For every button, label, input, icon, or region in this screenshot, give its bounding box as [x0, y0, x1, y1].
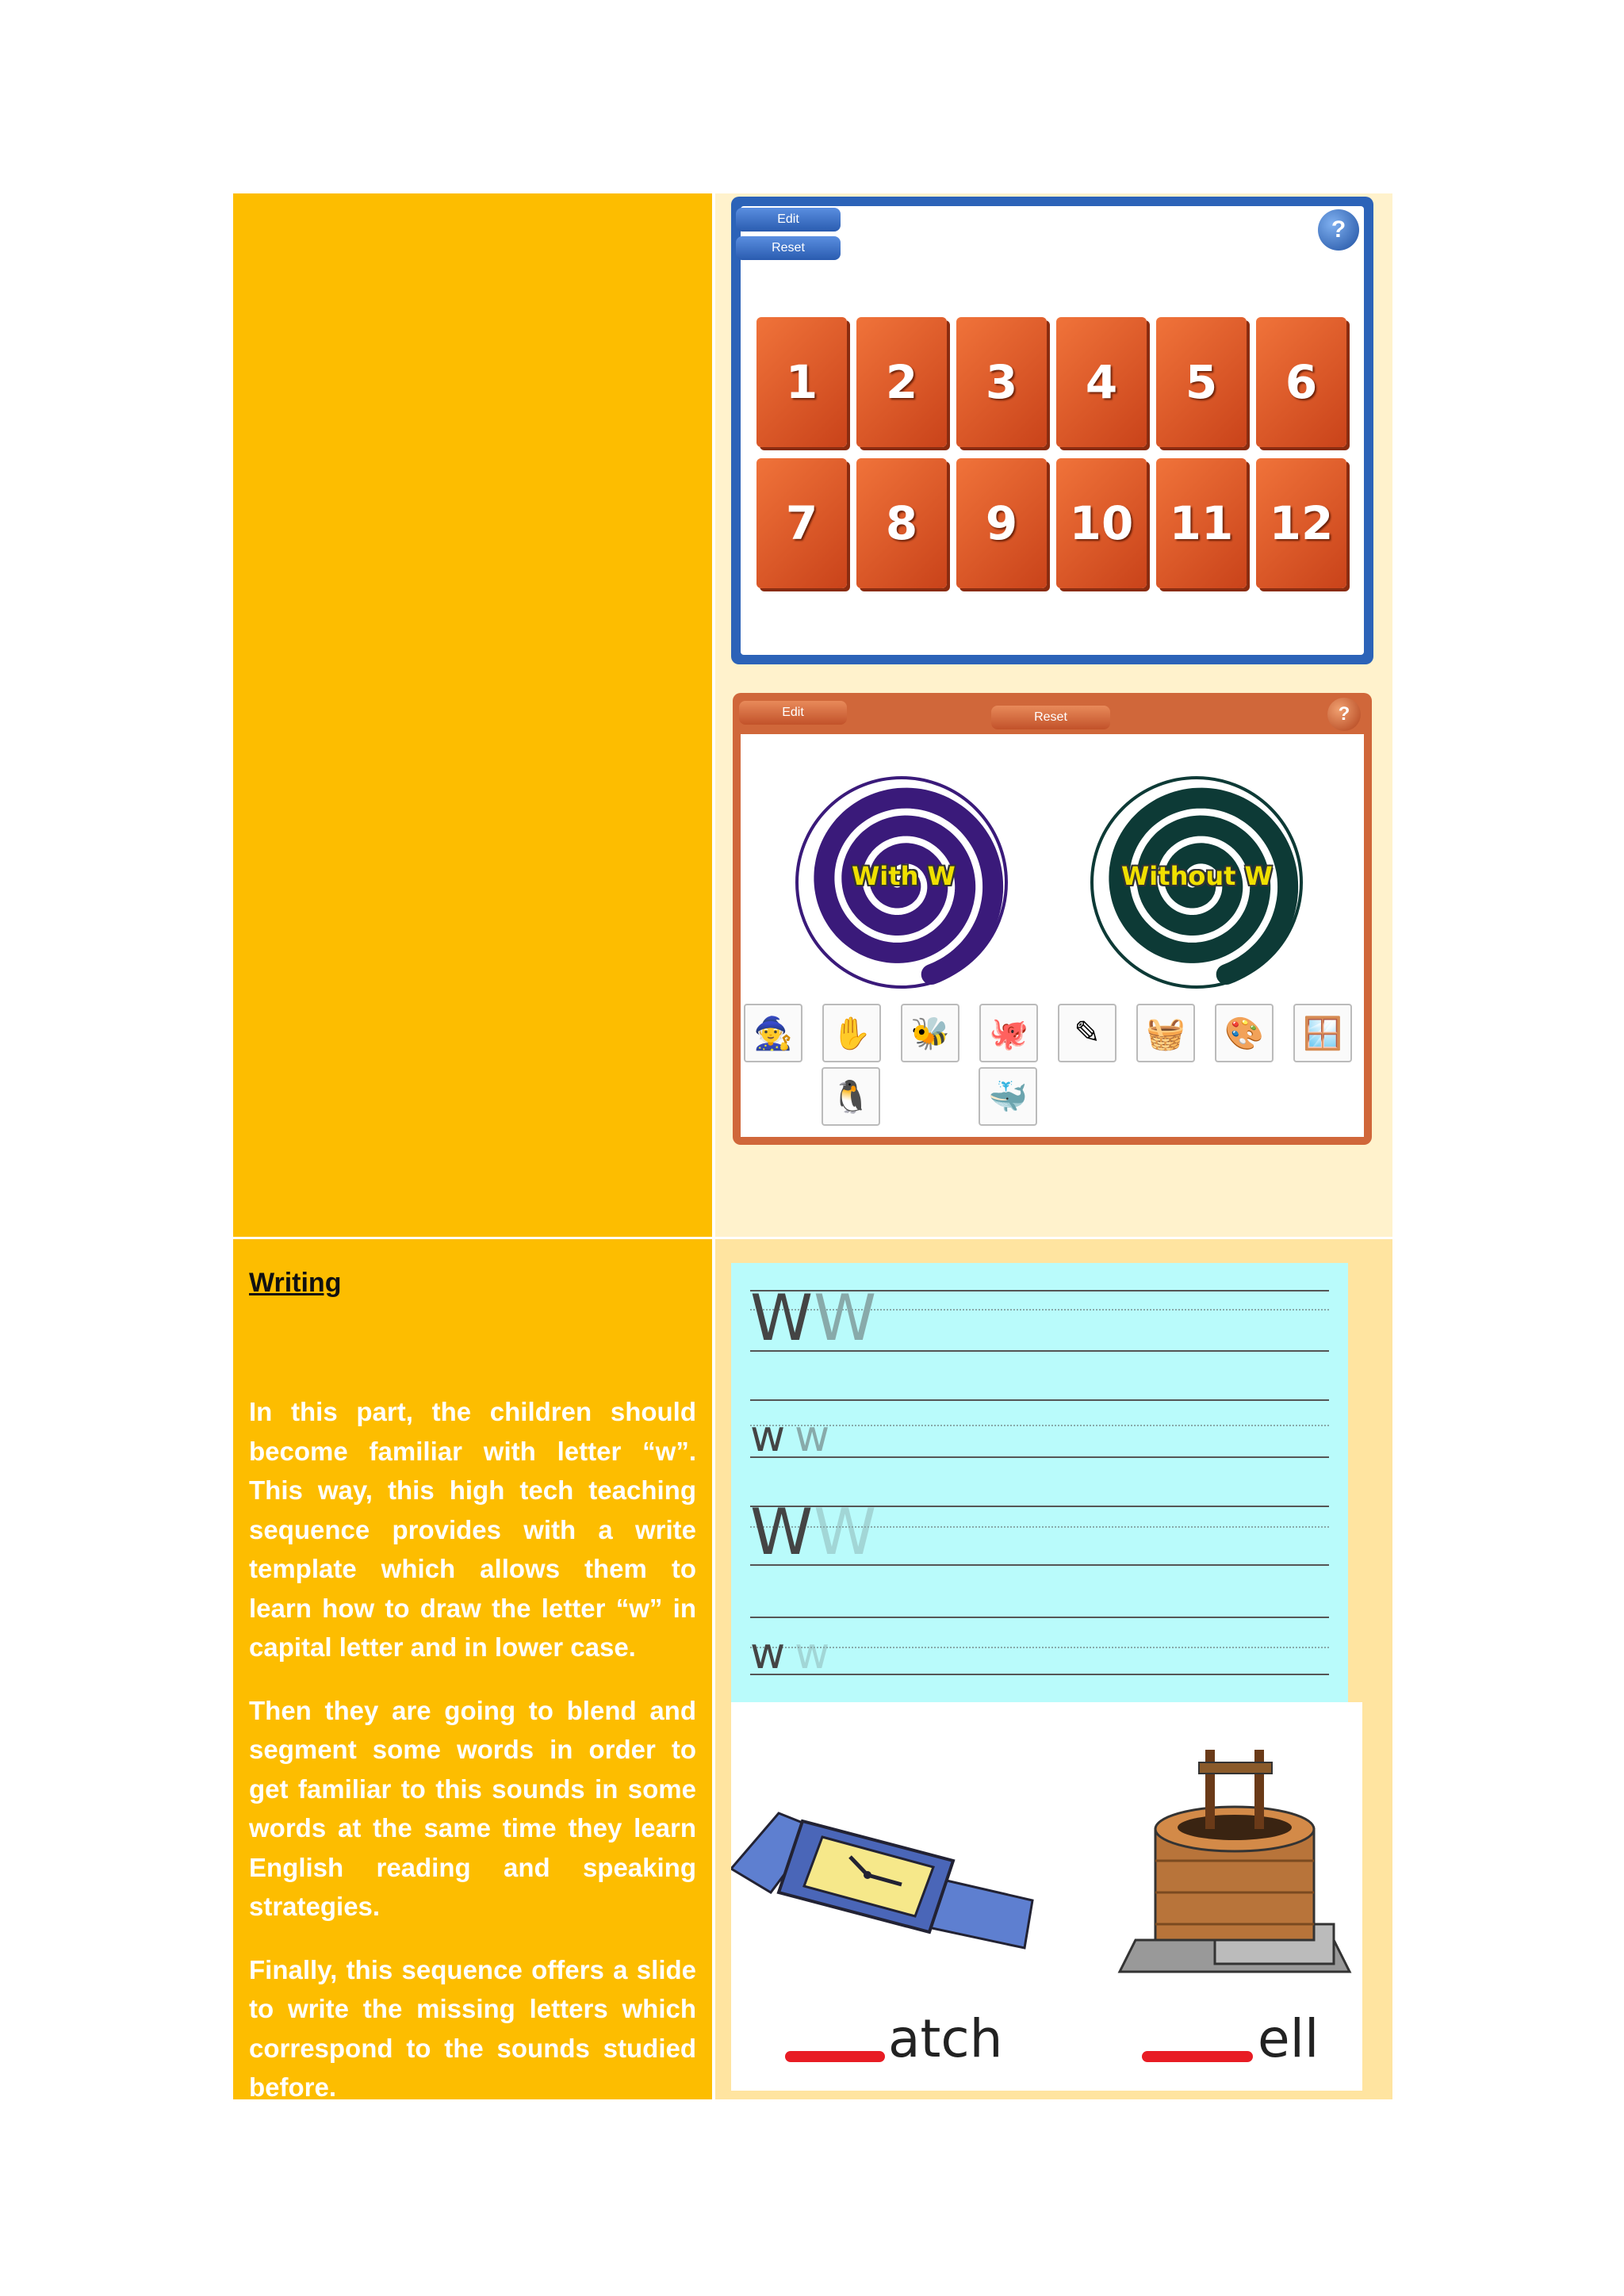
lower-w-trace[interactable]: w	[795, 1628, 830, 1678]
writing-text-cell	[233, 1237, 712, 2102]
window-icon[interactable]: 🪟	[1293, 1004, 1352, 1062]
number-tile-9[interactable]: 9	[956, 458, 1047, 588]
lower-w-letter: w	[750, 1411, 786, 1461]
number-tile-6[interactable]: 6	[1256, 317, 1346, 447]
capital-w-letter: W	[750, 1495, 814, 1569]
number-game-screenshot	[731, 197, 1373, 664]
bee-icon[interactable]: 🐝	[901, 1004, 959, 1062]
number-tile-1[interactable]: 1	[756, 317, 847, 447]
number-tile-12[interactable]: 12	[1256, 458, 1346, 588]
writing-heading: Writing	[249, 1268, 342, 1298]
lower-w-trace[interactable]: w	[795, 1411, 830, 1461]
with-w-label: With W	[852, 861, 956, 891]
sort-game-screenshot	[733, 693, 1372, 1145]
capital-w-trace[interactable]: W	[814, 1495, 877, 1569]
whale-icon[interactable]: 🐳	[979, 1067, 1037, 1126]
guide-line	[750, 1674, 1329, 1675]
palette-icon[interactable]: 🎨	[1215, 1004, 1274, 1062]
reset-button[interactable]: Reset	[736, 236, 841, 260]
edit-button[interactable]: Edit	[736, 208, 841, 232]
guide-line	[750, 1456, 1329, 1458]
penguin-icon[interactable]: 🐧	[822, 1067, 880, 1126]
guide-dotted-line	[750, 1647, 1329, 1648]
guide-line	[750, 1399, 1329, 1401]
lower-w-letter: w	[750, 1628, 786, 1678]
help-icon[interactable]: ?	[1318, 209, 1359, 251]
reset-button[interactable]: Reset	[991, 706, 1110, 729]
word-atch: atch	[888, 2008, 1003, 2069]
guide-line	[750, 1617, 1329, 1618]
watch-blank[interactable]	[785, 2051, 885, 2062]
sketch-icon[interactable]: ✎	[1058, 1004, 1116, 1062]
right-top-cell	[712, 193, 1392, 1237]
number-tile-2[interactable]: 2	[856, 317, 947, 447]
capital-w-letter: W	[750, 1281, 814, 1355]
washing-icon[interactable]: 🧺	[1136, 1004, 1195, 1062]
watch-illustration	[731, 1781, 1040, 1964]
content-table	[233, 193, 1392, 2102]
word-ell: ell	[1258, 2008, 1320, 2069]
witch-icon[interactable]: 🧙	[744, 1004, 802, 1062]
writing-images-cell	[712, 1237, 1392, 2099]
capital-w-trace[interactable]: W	[814, 1281, 877, 1355]
paragraph-2: Then they are going to blend and segment some words in order to get familiar to this sounds in some words at the same time they learn English reading and speaking strategies.	[249, 1695, 696, 1921]
number-tile-11[interactable]: 11	[1156, 458, 1247, 588]
hand-icon[interactable]: ✋	[822, 1004, 881, 1062]
number-tile-5[interactable]: 5	[1156, 317, 1247, 447]
number-tile-8[interactable]: 8	[856, 458, 947, 588]
well-illustration	[1112, 1734, 1358, 1988]
without-w-label: Without W	[1121, 861, 1273, 891]
paragraph-3: Finally, this sequence offers a slide to write the missing letters which correspond to the sounds studied before.	[249, 1954, 696, 2102]
number-tile-4[interactable]: 4	[1056, 317, 1147, 447]
paragraph-1: In this part, the children should become familiar with letter “w”. This way, this high tech teaching sequence provides with a write template which allows them to learn how to draw the letter “w” in capital letter and in lower case.	[249, 1397, 696, 1662]
number-tile-7[interactable]: 7	[756, 458, 847, 588]
octopus-icon[interactable]: 🐙	[979, 1004, 1038, 1062]
guide-dotted-line	[750, 1425, 1329, 1426]
letter-writing-template	[731, 1263, 1348, 1702]
left-top-cell	[233, 193, 712, 1237]
edit-button[interactable]: Edit	[739, 701, 847, 725]
missing-letters-slide	[731, 1702, 1362, 2091]
help-icon[interactable]: ?	[1327, 698, 1361, 731]
number-tile-10[interactable]: 10	[1056, 458, 1147, 588]
well-blank[interactable]	[1142, 2051, 1253, 2062]
number-tile-3[interactable]: 3	[956, 317, 1047, 447]
